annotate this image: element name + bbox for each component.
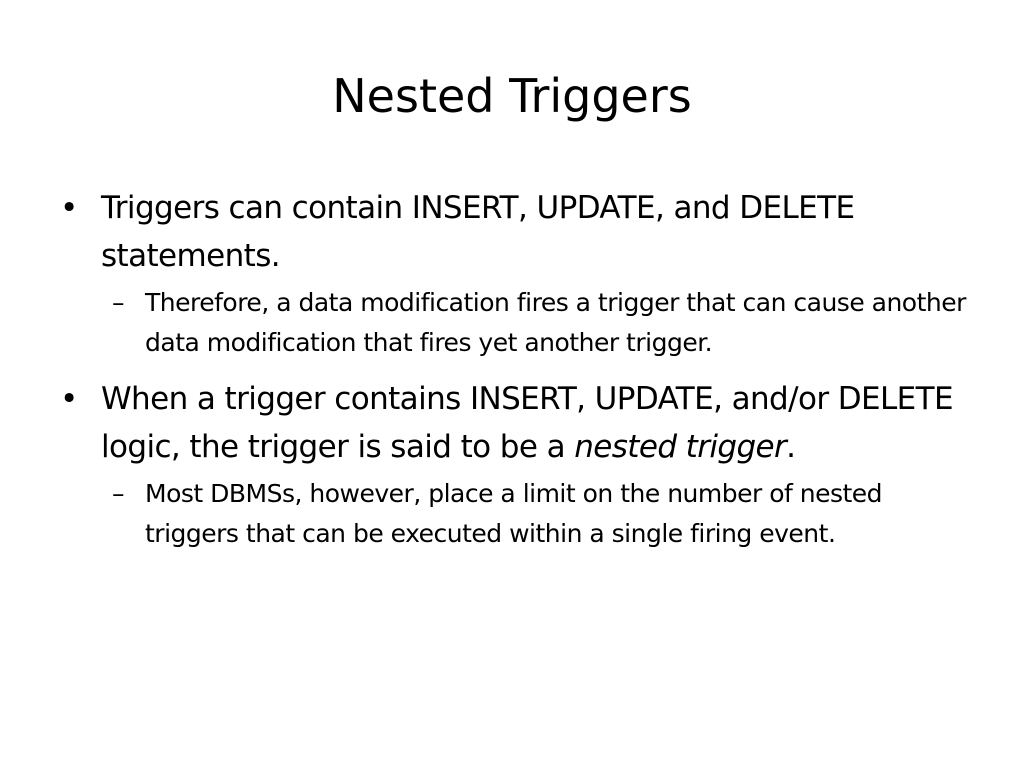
bullet-item-2 <box>60 375 970 471</box>
sub-bullet-item-2 <box>104 474 970 554</box>
bullet-marker: • <box>60 190 78 226</box>
bullet-text <box>101 381 953 465</box>
bullet-item-1 <box>60 184 970 280</box>
bullet-text-end: . <box>786 429 796 465</box>
sub-bullet-item-1 <box>104 283 970 363</box>
bullet-marker: • <box>60 381 78 417</box>
slide-body <box>60 184 970 566</box>
bullet-text: Triggers can contain INSERT, UPDATE, and DELETE statements. <box>101 190 855 274</box>
bullet-text-emphasis: nested trigger <box>574 429 787 465</box>
sub-bullet-marker: – <box>112 288 124 317</box>
sub-bullet-text: Most DBMSs, however, place a limit on the number of nested triggers that can be executed within a single firing event. <box>145 479 883 548</box>
slide-title: Nested Triggers <box>332 69 692 123</box>
sub-bullet-text: Therefore, a data modification fires a trigger that can cause another data modification that fires yet another trigger. <box>145 288 966 357</box>
bullet-text-start: When a trigger contains INSERT, UPDATE, and/or DELETE logic, the trigger is said to be a <box>101 381 953 465</box>
sub-bullet-marker: – <box>112 479 124 508</box>
